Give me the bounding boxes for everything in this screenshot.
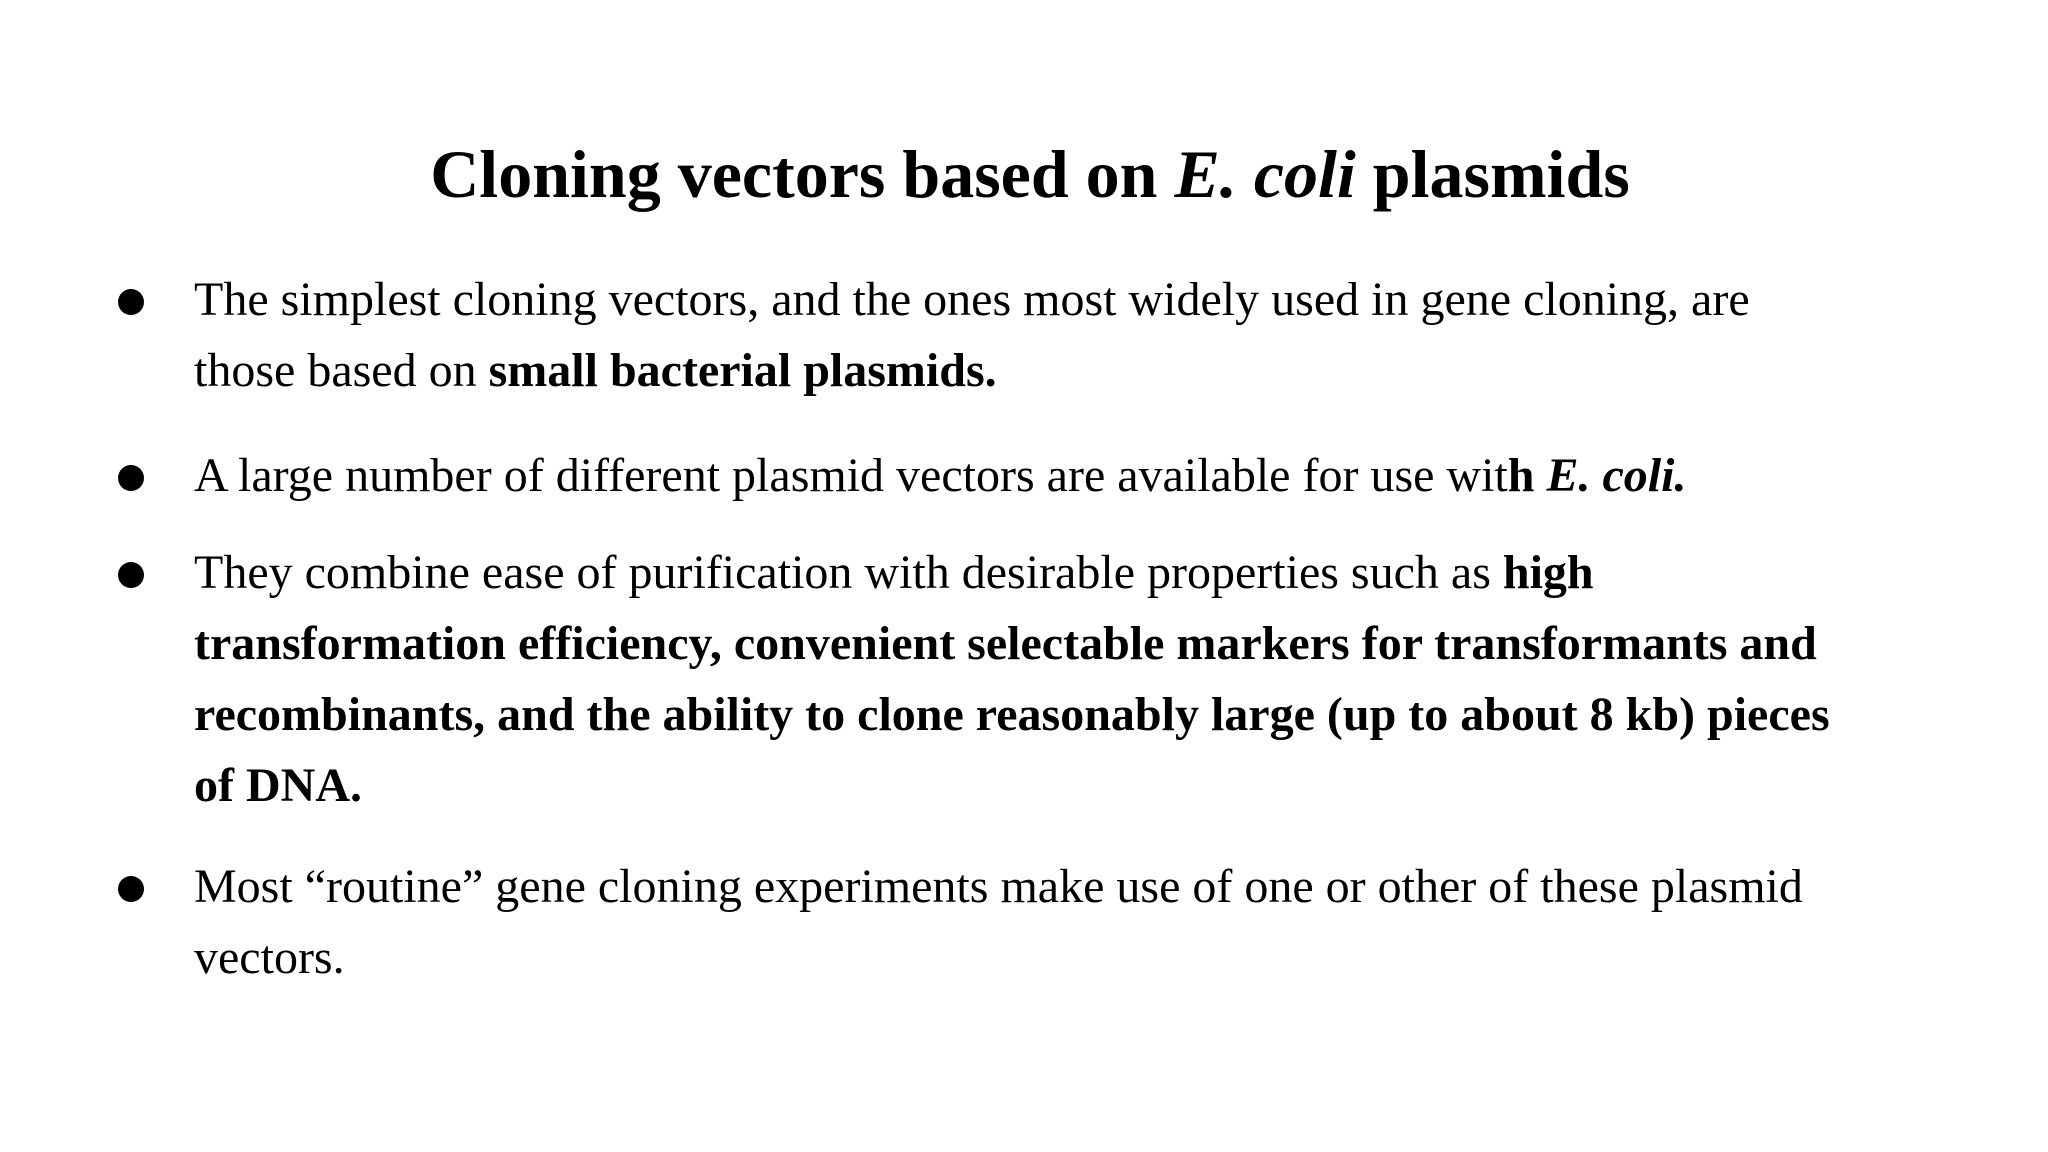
- bullet-line: [194, 851, 1974, 922]
- bullet-line: [194, 537, 1974, 608]
- bullet-line: [194, 608, 1974, 679]
- bullet-line: [194, 750, 1974, 821]
- title-text: Cloning vectors based on: [430, 136, 1175, 212]
- bullet-text-run: recombinants, and the ability to clone reasonably large (up to about 8 kb) pieces: [194, 688, 1830, 741]
- bullet-line: [194, 264, 1974, 335]
- bullet-text-run: high: [1502, 546, 1594, 599]
- bullet-dot-icon: [118, 876, 144, 902]
- slide-title: [0, 134, 2048, 214]
- bullet-text: [194, 264, 1974, 406]
- bullet-text-run: They combine ease of purification with desirable properties such as: [194, 546, 1503, 599]
- bullet-text-run: transformation efficiency, convenient selectable markers for transformants and: [194, 617, 1817, 670]
- bullet-text-run: E. coli.: [1546, 449, 1687, 502]
- bullet-dot-icon: [118, 289, 144, 315]
- bullet-text-run: of DNA.: [194, 759, 362, 812]
- bullet-text-run: vectors.: [194, 931, 345, 984]
- bullet-text-run: Most “routine” gene cloning experiments make use of one or other of these plasmid: [194, 860, 1803, 913]
- bullet-text: [194, 851, 1974, 993]
- bullet-text: [194, 537, 1974, 821]
- bullet-line: [194, 679, 1974, 750]
- bullet-text-run: those based on: [194, 344, 489, 397]
- bullet-dot-icon: [118, 562, 144, 588]
- bullet-text-run: The simplest cloning vectors, and the ones most widely used in gene cloning, are: [194, 273, 1750, 326]
- bullet-line: [194, 922, 1974, 993]
- bullet-line: [194, 335, 1974, 406]
- bullet-text-run: small bacterial plasmids.: [488, 344, 997, 397]
- bullet-dot-icon: [118, 465, 144, 491]
- bullet-text-run: h: [1507, 449, 1547, 502]
- bullet-line: [194, 440, 1974, 511]
- bullet-text-run: A large number of different plasmid vectors are available for use wit: [194, 449, 1508, 502]
- title-italic-text: E. coli: [1174, 136, 1356, 212]
- title-text-end: plasmids: [1355, 136, 1630, 212]
- bullet-text: [194, 440, 1974, 511]
